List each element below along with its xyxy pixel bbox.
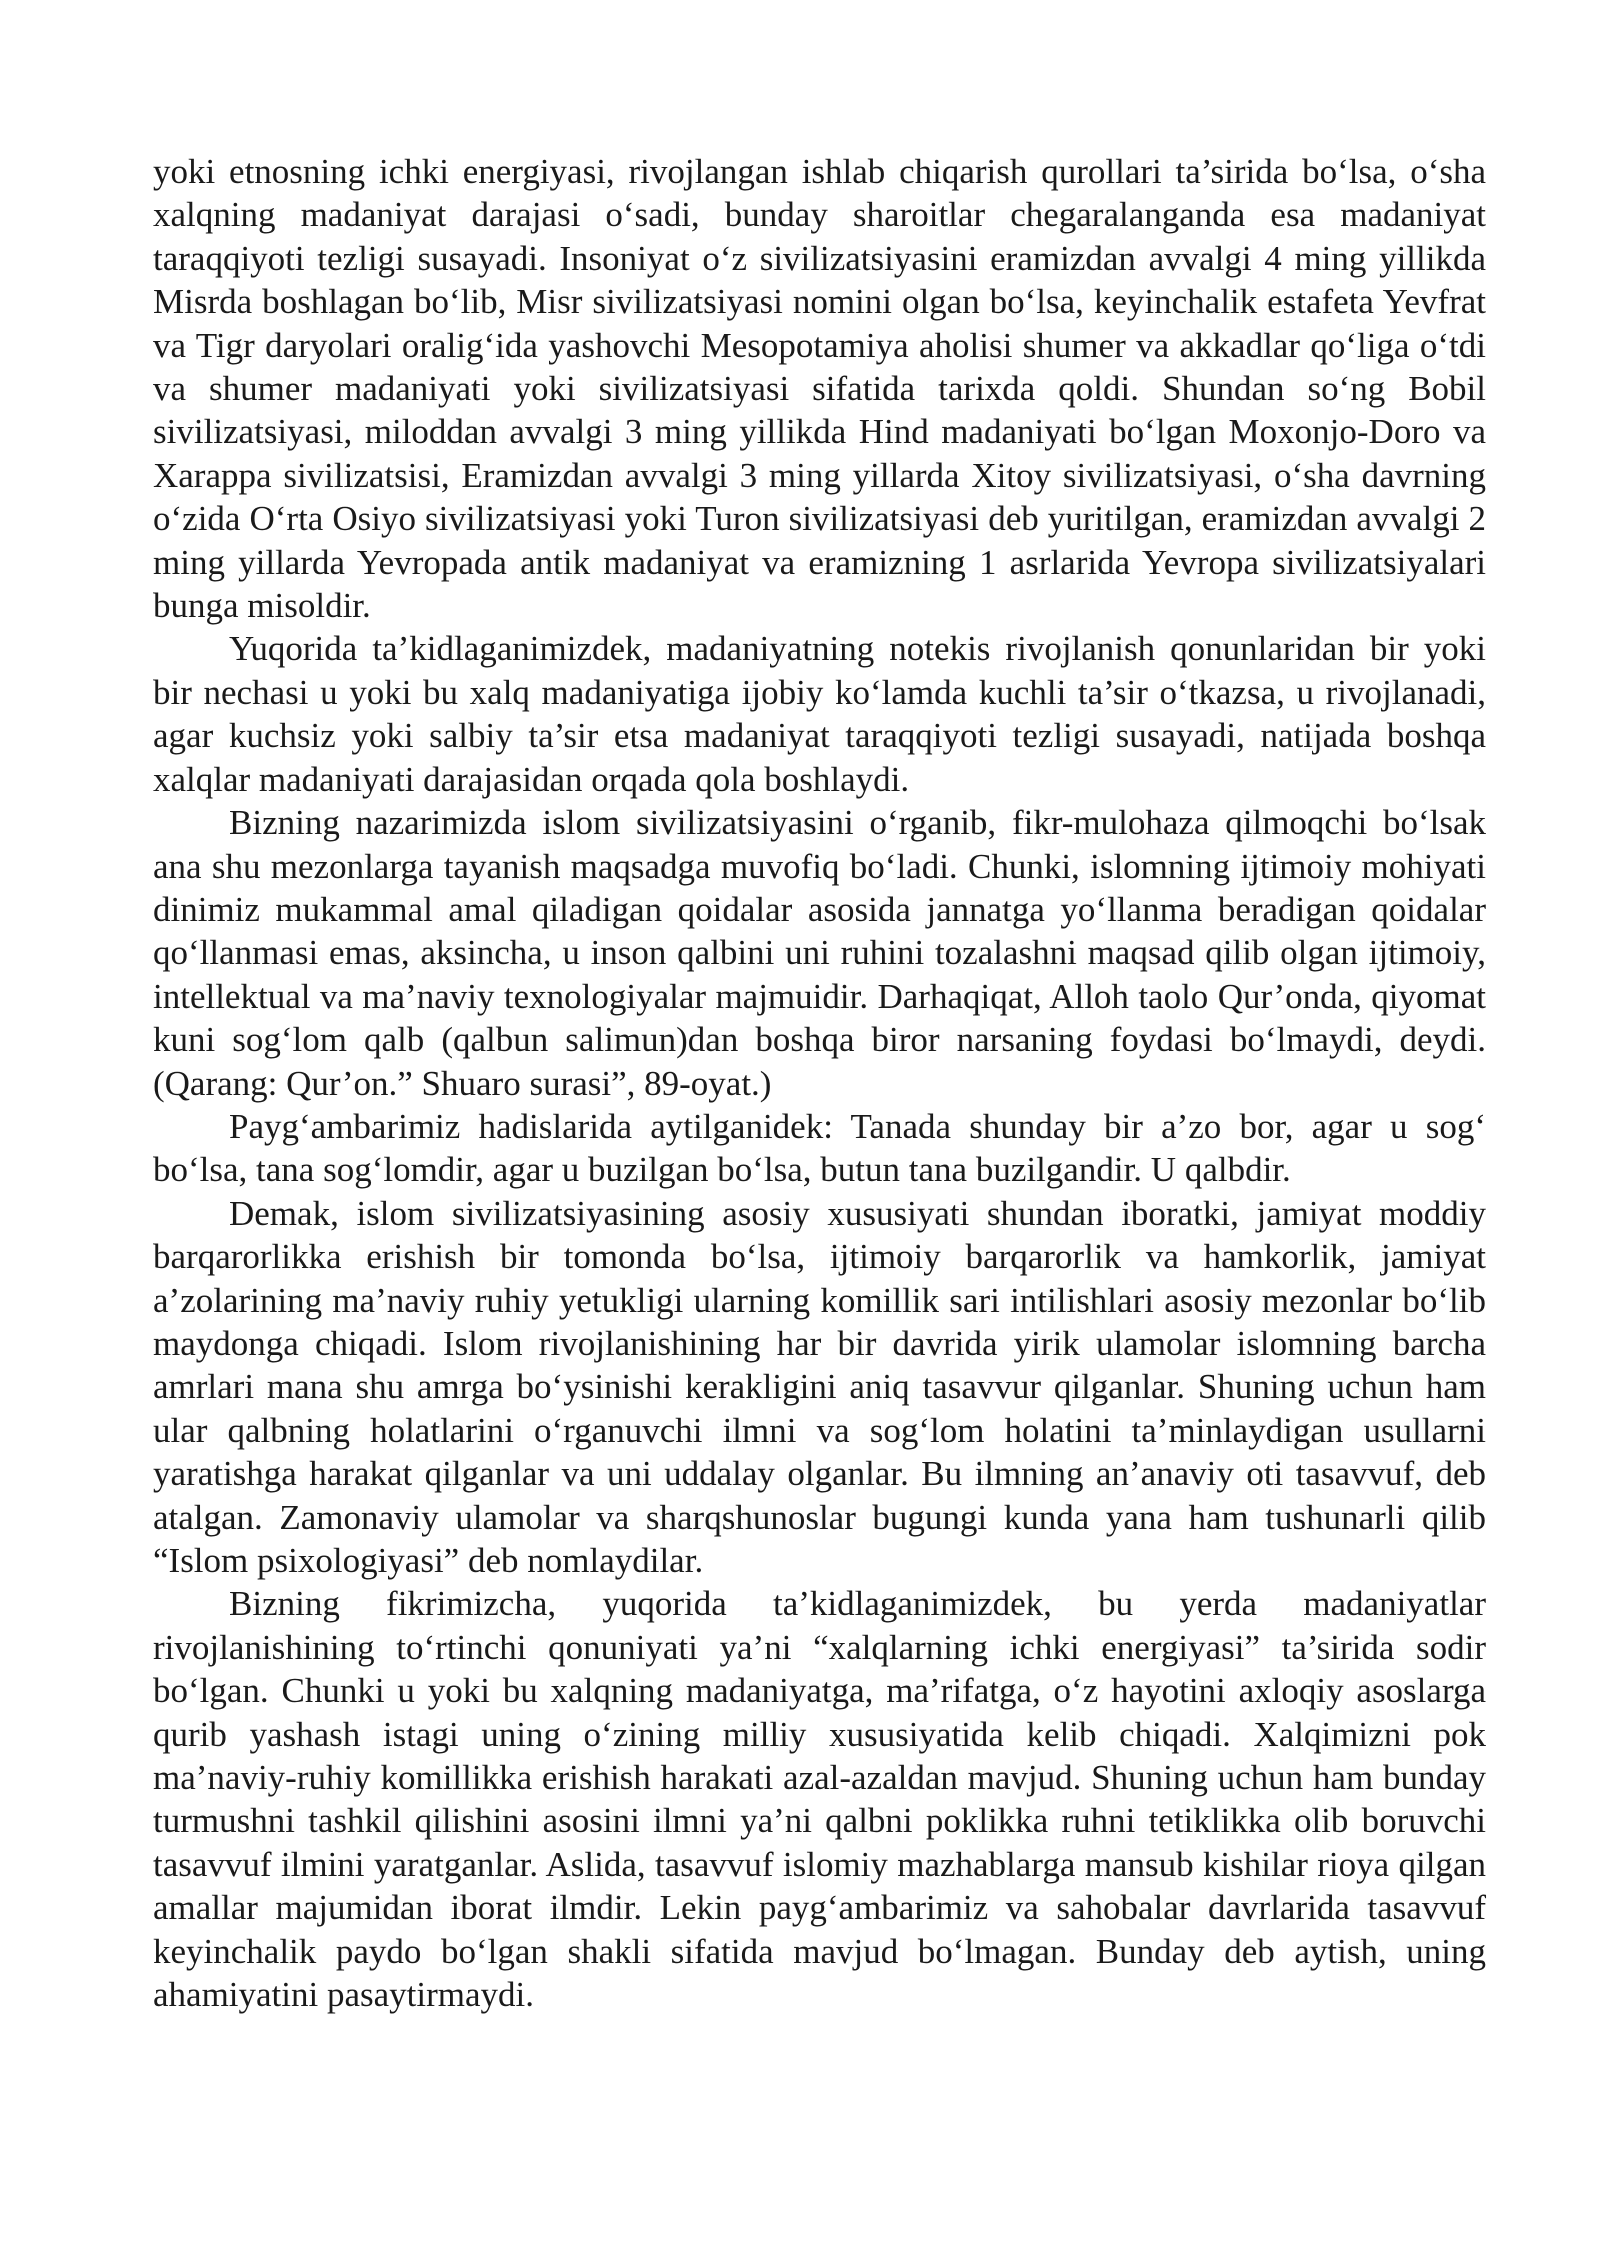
paragraph-unequal-development: Yuqorida ta’kidlaganimizdek, madaniyatning notekis rivojlanish qonunlaridan bir yoki bir nechasi u yoki bu xalq madaniyatiga ijobiy ko‘lamda kuchli ta’sir o‘tkazsa, u rivojlanadi, agar kuchsiz yoki salbiy ta’sir etsa madaniyat taraqqiyoti tezligi susayadi, natijada boshqa xalqlar madaniyati darajasidan orqada qola boshlaydi.: [153, 629, 1486, 799]
paragraph-main-feature: Demak, islom sivilizatsiyasining asosiy xususiyati shundan iboratki, jamiyat moddiy barqarorlikka erishish bir tomonda bo‘lsa, ijtimoiy barqarorlik va hamkorlik, jamiyat a’zolarining ma’naviy ruhiy yetukligi ularning komillik sari intilishlari asosiy mezonlar bo‘lib maydonga chiqadi. Islom rivojlanishining har bir davrida yirik ulamolar islomning barcha amrlari mana shu amrga bo‘ysinishi kerakligini aniq tasavvur qilganlar. Shuning uchun ham ular qalbning holatlarini o‘rganuvchi ilmni va sog‘lom holatini ta’minlaydigan usullarni yaratishga harakat qilganlar va uni uddalay olganlar. Bu ilmning an’anaviy oti tasavvuf, deb atalgan. Zamonaviy ulamolar va sharqshunoslar bugungi kunda yana ham tushunarli qilib “Islom psixologiyasi” deb nomlaydilar.: [153, 1193, 1486, 1580]
document-page: [153, 150, 1486, 2016]
paragraph-continuation: yoki etnosning ichki energiyasi, rivojlangan ishlab chiqarish qurollari ta’sirida bo‘lsa, o‘sha xalqning madaniyat darajasi o‘sadi, bunday sharoitlar chegaralanganda esa madaniyat taraqqiyoti tezligi susayadi. Insoniyat o‘z sivilizatsiyasini eramizdan avvalgi 4 ming yillikda Misrda boshlagan bo‘lib, Misr sivilizatsiyasi nomini olgan bo‘lsa, keyinchalik estafeta Yevfrat va Tigr daryolari oralig‘ida yashovchi Mesopotamiya aholisi shumer va akkadlar qo‘liga o‘tdi va shumer madaniyati yoki sivilizatsiyasi sifatida tarixda qoldi. Shundan so‘ng Bobil sivilizatsiyasi, miloddan avvalgi 3 ming yillikda Hind madaniyati bo‘lgan Moxonjo-Doro va Xarappa sivilizatsisi, Eramizdan avvalgi 3 ming yillarda Xitoy sivilizatsiyasi, o‘sha davrning o‘zida O‘rta Osiyo sivilizatsiyasi yoki Turon sivilizatsiyasi deb yuritilgan, eramizdan avvalgi 2 ming yillarda Yevropada antik madaniyat va eramizning 1 asrlarida Yevropa sivilizatsiyalari bunga misoldir.: [153, 152, 1486, 626]
paragraph-islamic-civilization: Bizning nazarimizda islom sivilizatsiyasini o‘rganib, fikr-mulohaza qilmoqchi bo‘lsak ana shu mezonlarga tayanish maqsadga muvofiq bo‘ladi. Chunki, islomning ijtimoiy mohiyati dinimiz mukammal amal qiladigan qoidalar asosida jannatga yo‘llanma beradigan qoidalar qo‘llanmasi emas, aksincha, u inson qalbini uni ruhini tozalashni maqsad qilib olgan ijtimoiy, intellektual va ma’naviy texnologiyalar majmuidir. Darhaqiqat, Alloh taolo Qur’onda, qiyomat kuni sog‘lom qalb (qalbun salimun)dan boshqa biror narsaning foydasi bo‘lmaydi, deydi. (Qarang: Qur’on.” Shuaro surasi”, 89-oyat.): [153, 803, 1486, 1103]
paragraph-inner-energy: Bizning fikrimizcha, yuqorida ta’kidlaganimizdek, bu yerda madaniyatlar rivojlanishining to‘rtinchi qonuniyati ya’ni “xalqlarning ichki energiyasi” ta’sirida sodir bo‘lgan. Chunki u yoki bu xalqning madaniyatga, ma’rifatga, o‘z hayotini axloqiy asoslarga qurib yashash istagi uning o‘zining milliy xususiyatida kelib chiqadi. Xalqimizni pok ma’naviy-ruhiy komillikka erishish harakati azal-azaldan mavjud. Shuning uchun ham bunday turmushni tashkil qilishini asosini ilmni ya’ni qalbni poklikka ruhni tetiklikka olib boruvchi tasavvuf ilmini yaratganlar. Aslida, tasavvuf islomiy mazhablarga mansub kishilar rioya qilgan amallar majumidan iborat ilmdir. Lekin payg‘ambarimiz va sahobalar davrlarida tasavvuf keyinchalik paydo bo‘lgan shakli sifatida mavjud bo‘lmagan. Bunday deb aytish, uning ahamiyatini pasaytirmaydi.: [153, 1584, 1486, 2015]
paragraph-hadith: Payg‘ambarimiz hadislarida aytilganidek: Tanada shunday bir a’zo bor, agar u sog‘ bo‘lsa, tana sog‘lomdir, agar u buzilgan bo‘lsa, butun tana buzilgandir. U qalbdir.: [153, 1106, 1486, 1190]
